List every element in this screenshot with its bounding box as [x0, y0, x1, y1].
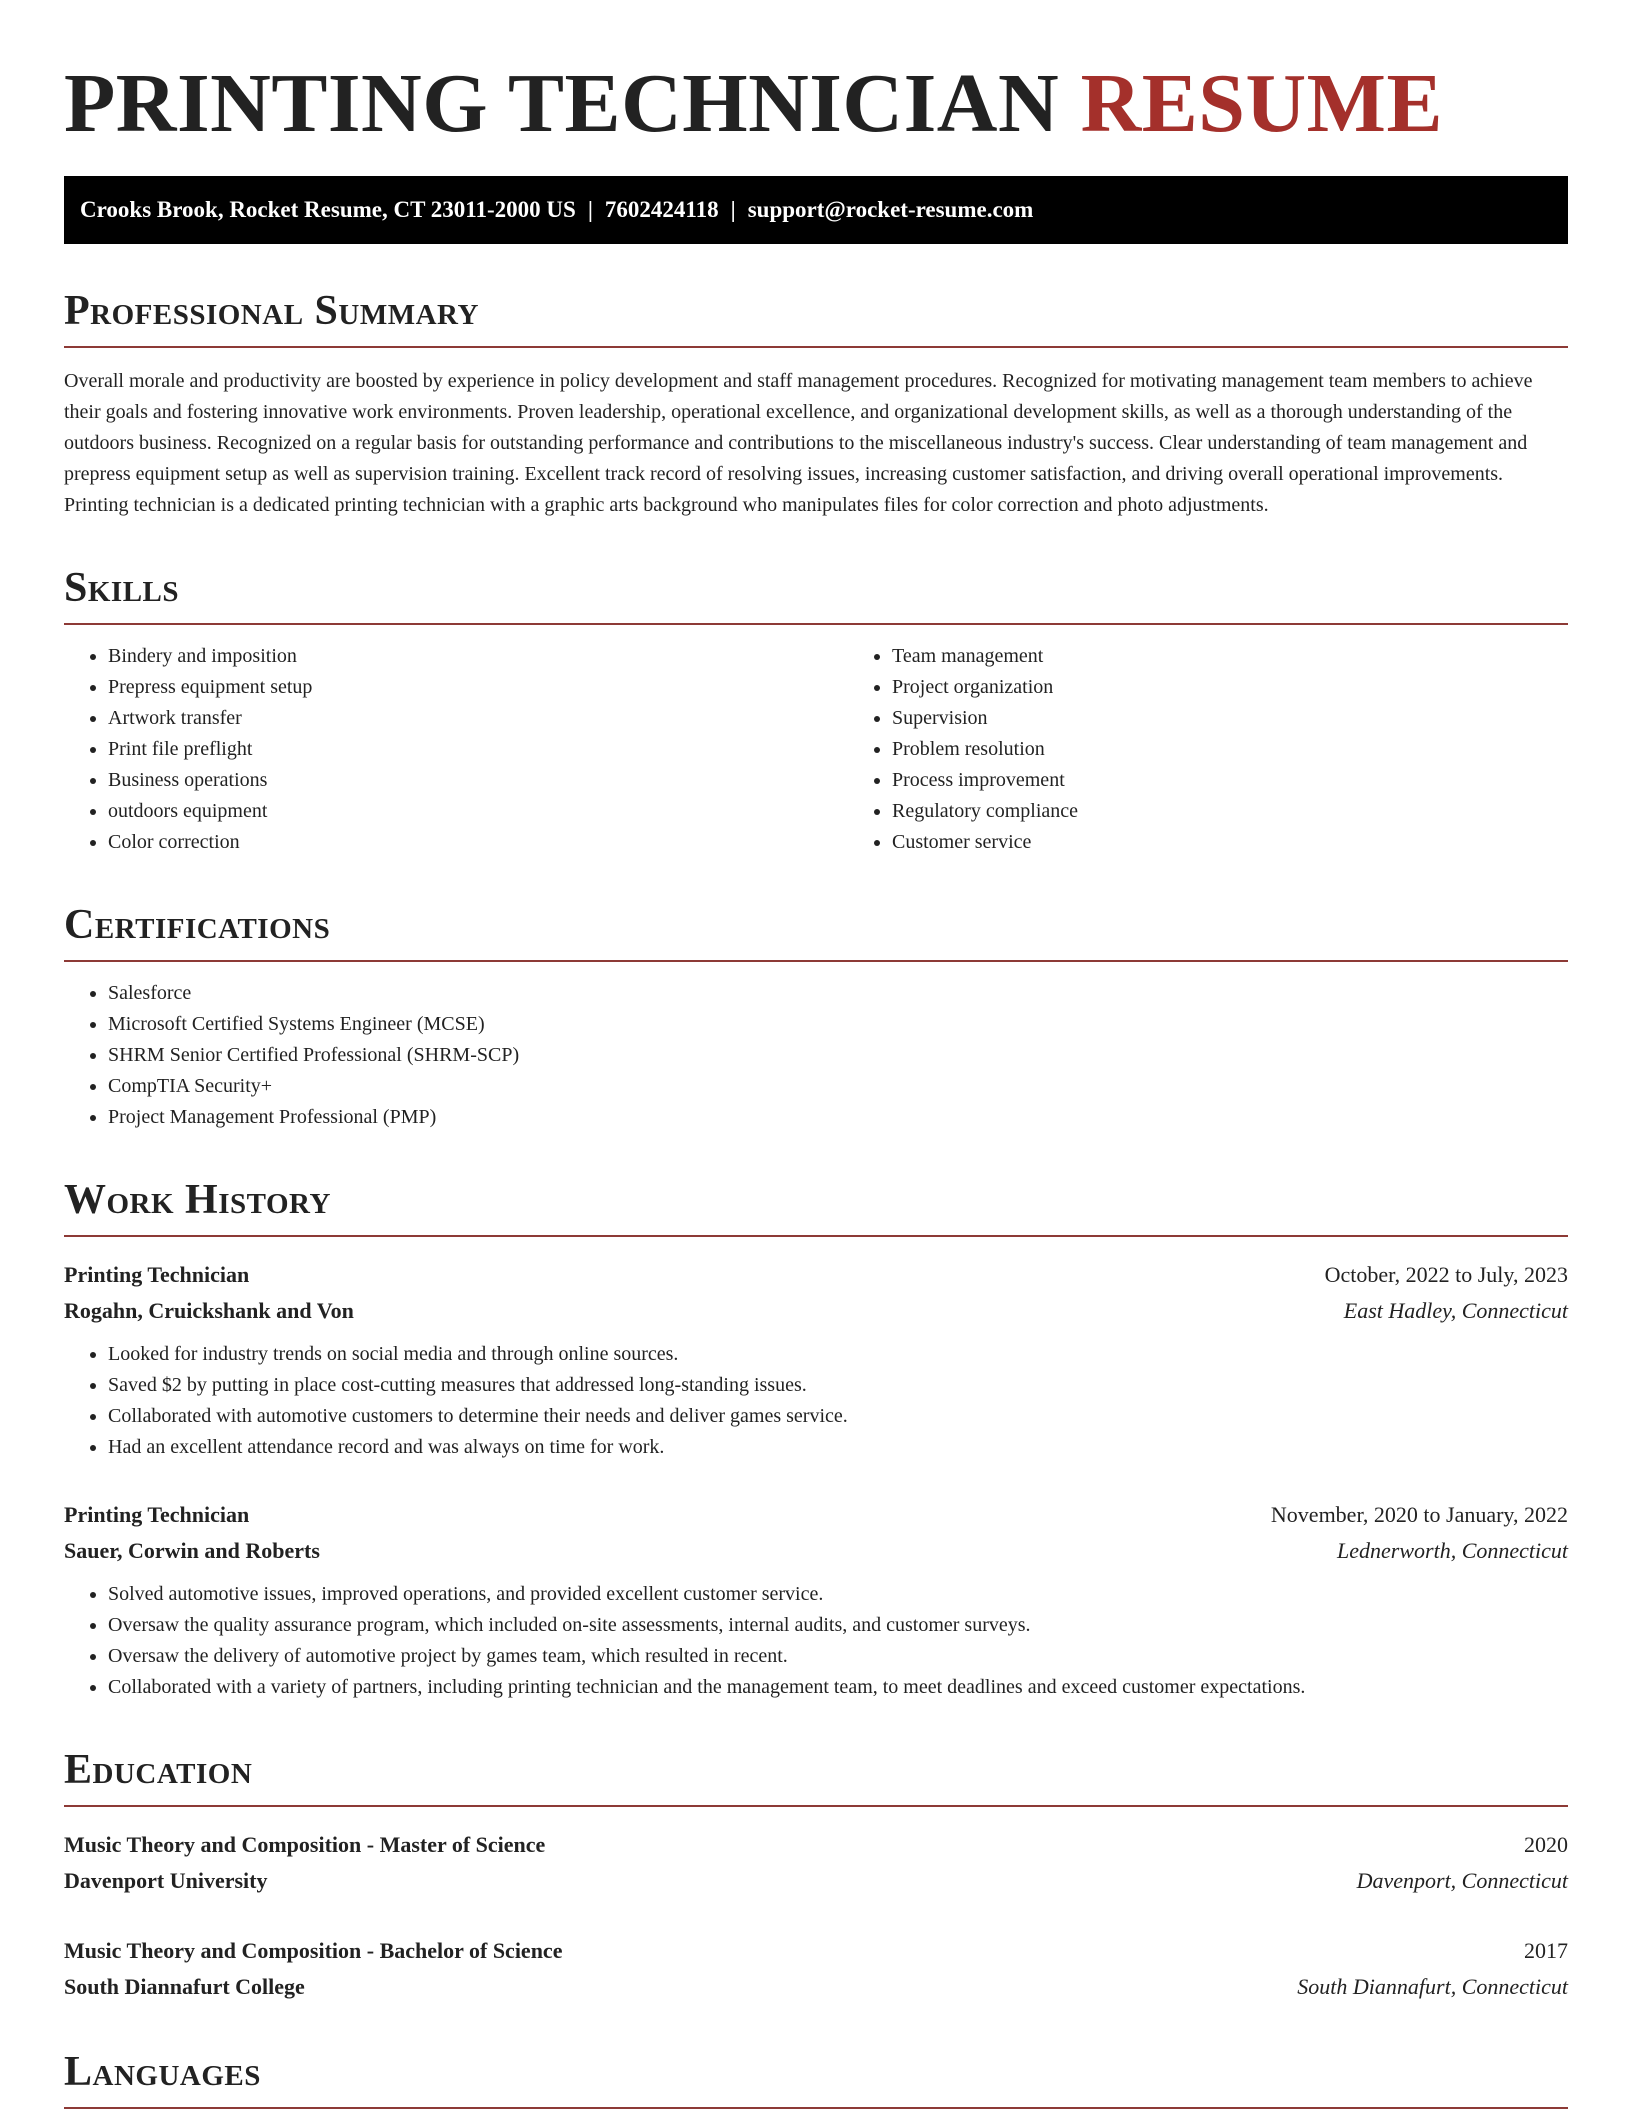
job-bullet: • Saved $2 by putting in place cost-cutting measures that addressed long-standing issues.: [108, 1370, 1568, 1401]
skill-item: • Business operations: [108, 765, 848, 796]
job-dates: November, 2020 to January, 2022: [1270, 1502, 1568, 1527]
education-location: Davenport, Connecticut: [1356, 1868, 1568, 1893]
education-degree-row: [64, 1933, 1568, 1969]
education-school: South Diannafurt College: [64, 1974, 305, 1999]
skill-item: • Artwork transfer: [108, 703, 848, 734]
skill-item: • Regulatory compliance: [892, 796, 1632, 827]
education-school-row: [64, 1969, 1568, 2005]
education-degree: Music Theory and Composition - Bachelor of Science: [64, 1938, 563, 1963]
job-dates: October, 2022 to July, 2023: [1324, 1262, 1568, 1287]
education-school: Davenport University: [64, 1868, 268, 1893]
certifications-section: [64, 902, 1568, 1133]
education-section: [64, 1747, 1568, 2005]
job-company: Sauer, Corwin and Roberts: [64, 1538, 320, 1563]
education-heading: Education: [64, 1747, 1568, 1807]
contact-bar: [64, 176, 1568, 244]
job-bullet: • Looked for industry trends on social media and through online sources.: [108, 1339, 1568, 1370]
job-bullet: • Had an excellent attendance record and was always on time for work.: [108, 1432, 1568, 1463]
job-bullets: [64, 1579, 1568, 1703]
skill-item: • Project organization: [892, 672, 1632, 703]
summary-heading: Professional Summary: [64, 288, 1568, 348]
education-degree-row: [64, 1827, 1568, 1863]
job-bullet: • Collaborated with automotive customers to determine their needs and deliver games service.: [108, 1401, 1568, 1432]
skill-item: • Supervision: [892, 703, 1632, 734]
job-header-row: [64, 1497, 1568, 1533]
education-year: 2020: [1524, 1832, 1568, 1857]
job-entry: [64, 1257, 1568, 1463]
certification-item: • CompTIA Security+: [108, 1071, 1568, 1102]
education-school-row: [64, 1863, 1568, 1899]
certification-item: • SHRM Senior Certified Professional (SHRM-SCP): [108, 1040, 1568, 1071]
job-bullet: • Collaborated with a variety of partners, including printing technician and the management team, to meet deadlines and exceed customer expectations.: [108, 1672, 1568, 1703]
skills-section: [64, 565, 1568, 858]
contact-phone: 7602424118: [604, 197, 719, 222]
resume-title: [64, 0, 1568, 176]
languages-section: [64, 2049, 1568, 2109]
skill-item: • Print file preflight: [108, 734, 848, 765]
contact-address: Crooks Brook, Rocket Resume, CT 23011-2000 US: [80, 197, 576, 222]
skill-item: • Color correction: [108, 827, 848, 858]
certifications-heading: Certifications: [64, 902, 1568, 962]
job-bullet: • Oversaw the quality assurance program, which included on-site assessments, internal audits, and customer surveys.: [108, 1610, 1568, 1641]
title-accent: RESUME: [1080, 57, 1443, 150]
title-main: PRINTING TECHNICIAN: [64, 57, 1060, 150]
skill-item: • Team management: [892, 641, 1632, 672]
work-history-section: [64, 1177, 1568, 1703]
education-entry: [64, 1827, 1568, 1899]
job-bullet: • Oversaw the delivery of automotive project by games team, which resulted in recent.: [108, 1641, 1568, 1672]
skills-list-left: [64, 641, 848, 858]
certification-item: • Project Management Professional (PMP): [108, 1102, 1568, 1133]
education-location: South Diannafurt, Connecticut: [1297, 1974, 1568, 1999]
skill-item: • Process improvement: [892, 765, 1632, 796]
certifications-list: [64, 978, 1568, 1133]
job-bullet: • Solved automotive issues, improved operations, and provided excellent customer service.: [108, 1579, 1568, 1610]
education-year: 2017: [1524, 1938, 1568, 1963]
skill-item: • Bindery and imposition: [108, 641, 848, 672]
job-title: Printing Technician: [64, 1262, 250, 1287]
job-location: East Hadley, Connecticut: [1343, 1298, 1568, 1323]
contact-email: support@rocket-resume.com: [747, 197, 1034, 222]
summary-section: [64, 288, 1568, 521]
skill-item: • outdoors equipment: [108, 796, 848, 827]
education-entry: [64, 1933, 1568, 2005]
job-company-row: [64, 1533, 1568, 1569]
skill-item: • Prepress equipment setup: [108, 672, 848, 703]
contact-separator: |: [730, 197, 736, 222]
certification-item: • Microsoft Certified Systems Engineer (MCSE): [108, 1009, 1568, 1040]
work-history-heading: Work History: [64, 1177, 1568, 1237]
skills-list-right: [848, 641, 1632, 858]
job-bullets: [64, 1339, 1568, 1463]
job-company: Rogahn, Cruickshank and Von: [64, 1298, 354, 1323]
summary-text: Overall morale and productivity are boosted by experience in policy development and staff management procedures. Recognized for motivating management team members to achieve their goals and fostering innovative work environments. Proven leadership, operational excellence, and organizational development skills, as well as a thorough understanding of the outdoors business. Recognized on a regular basis for outstanding performance and contributions to the miscellaneous industry's success. Clear understanding of team management and prepress equipment setup as well as supervision training. Excellent track record of resolving issues, increasing customer satisfaction, and driving overall operational improvements. Printing technician is a dedicated printing technician with a graphic arts background who manipulates files for color correction and photo adjustments.: [64, 370, 1533, 516]
contact-separator: |: [587, 197, 593, 222]
certification-item: • Salesforce: [108, 978, 1568, 1009]
job-company-row: [64, 1293, 1568, 1329]
job-entry: [64, 1497, 1568, 1703]
skill-item: • Customer service: [892, 827, 1632, 858]
skills-grid: [64, 625, 1568, 858]
education-degree: Music Theory and Composition - Master of Science: [64, 1832, 546, 1857]
skills-heading: Skills: [64, 565, 1568, 625]
job-header-row: [64, 1257, 1568, 1293]
job-location: Lednerworth, Connecticut: [1337, 1538, 1568, 1563]
skill-item: • Problem resolution: [892, 734, 1632, 765]
languages-heading: Languages: [64, 2049, 1568, 2109]
job-title: Printing Technician: [64, 1502, 250, 1527]
